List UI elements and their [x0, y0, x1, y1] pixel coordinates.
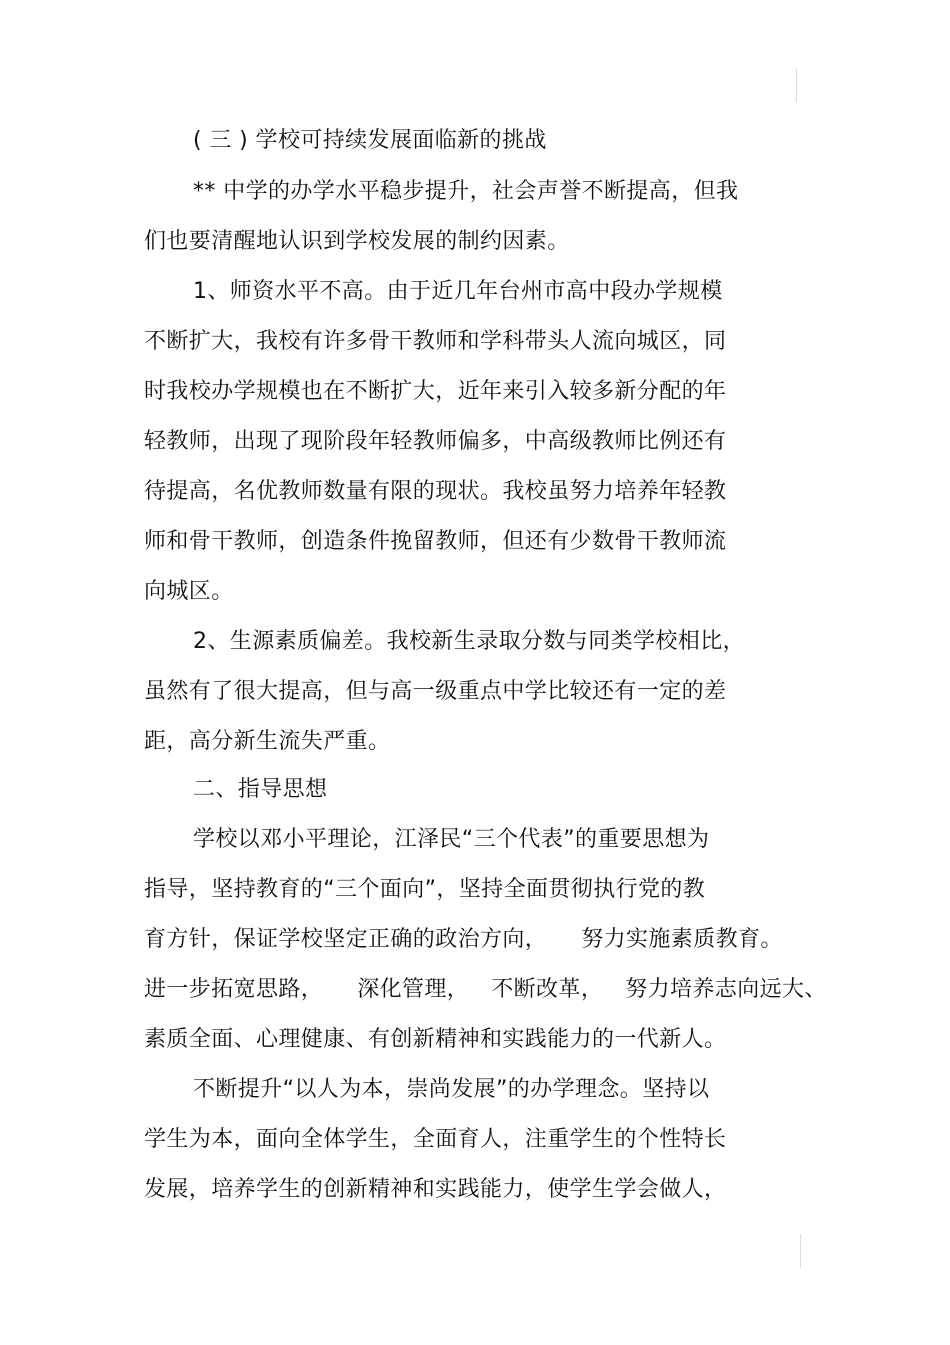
paragraph-line: 2、生源素质偏差。我校新生录取分数与同类学校相比，	[193, 629, 745, 654]
paragraph-line: 们也要清醒地认识到学校发展的制约因素。	[144, 229, 570, 254]
paragraph-line: 1、师资水平不高。由于近几年台州市高中段办学规模	[193, 279, 723, 304]
paragraph-line: 向城区。	[144, 579, 234, 604]
page-edge-mark-bottom	[800, 1234, 801, 1268]
paragraph-line: 发展，培养学生的创新精神和实践能力，使学生学会做人，	[144, 1177, 727, 1202]
text-segment: 育方针，保证学校坚定正确的政治方向，	[144, 927, 548, 952]
page-edge-mark-top	[796, 68, 797, 102]
section-heading-guiding-ideology: 二、指导思想	[193, 777, 328, 802]
text-segment: 深化管理，	[357, 977, 470, 1002]
paragraph-line	[144, 927, 783, 953]
paragraph-line: 待提高，名优教师数量有限的现状。我校虽努力培养年轻教	[144, 479, 727, 504]
paragraph-line: 不断扩大，我校有许多骨干教师和学科带头人流向城区，同	[144, 329, 727, 354]
text-segment: 努力实施素质教育。	[581, 927, 783, 952]
paragraph-line: 素质全面、心理健康、有创新精神和实践能力的一代新人。	[144, 1027, 727, 1052]
paragraph-line: 师和骨干教师，创造条件挽留教师，但还有少数骨干教师流	[144, 529, 727, 554]
section-heading-challenges: ( 三 ) 学校可持续发展面临新的挑战	[193, 128, 547, 153]
paragraph-line: 距，高分新生流失严重。	[144, 729, 391, 754]
text-segment: 进一步拓宽思路，	[144, 977, 324, 1002]
paragraph-line: 虽然有了很大提高，但与高一级重点中学比较还有一定的差	[144, 679, 727, 704]
paragraph-line: 时我校办学规模也在不断扩大，近年来引入较多新分配的年	[144, 379, 727, 404]
paragraph-line: 不断提升“以人为本，崇尚发展”的办学理念。坚持以	[193, 1077, 710, 1102]
text-segment: 不断改革，	[491, 977, 604, 1002]
paragraph-line: 指导，坚持教育的“三个面向”，坚持全面贯彻执行党的教	[144, 877, 706, 902]
paragraph-line	[144, 977, 827, 1003]
paragraph-line: 轻教师，出现了现阶段年轻教师偏多，中高级教师比例还有	[144, 429, 727, 454]
paragraph-line: 学生为本，面向全体学生，全面育人，注重学生的个性特长	[144, 1127, 727, 1152]
paragraph-line: 学校以邓小平理论，江泽民“三个代表”的重要思想为	[193, 827, 710, 852]
text-segment: 努力培养志向远大、	[625, 977, 827, 1002]
paragraph-line: ** 中学的办学水平稳步提升，社会声誉不断提高，但我	[193, 179, 739, 204]
